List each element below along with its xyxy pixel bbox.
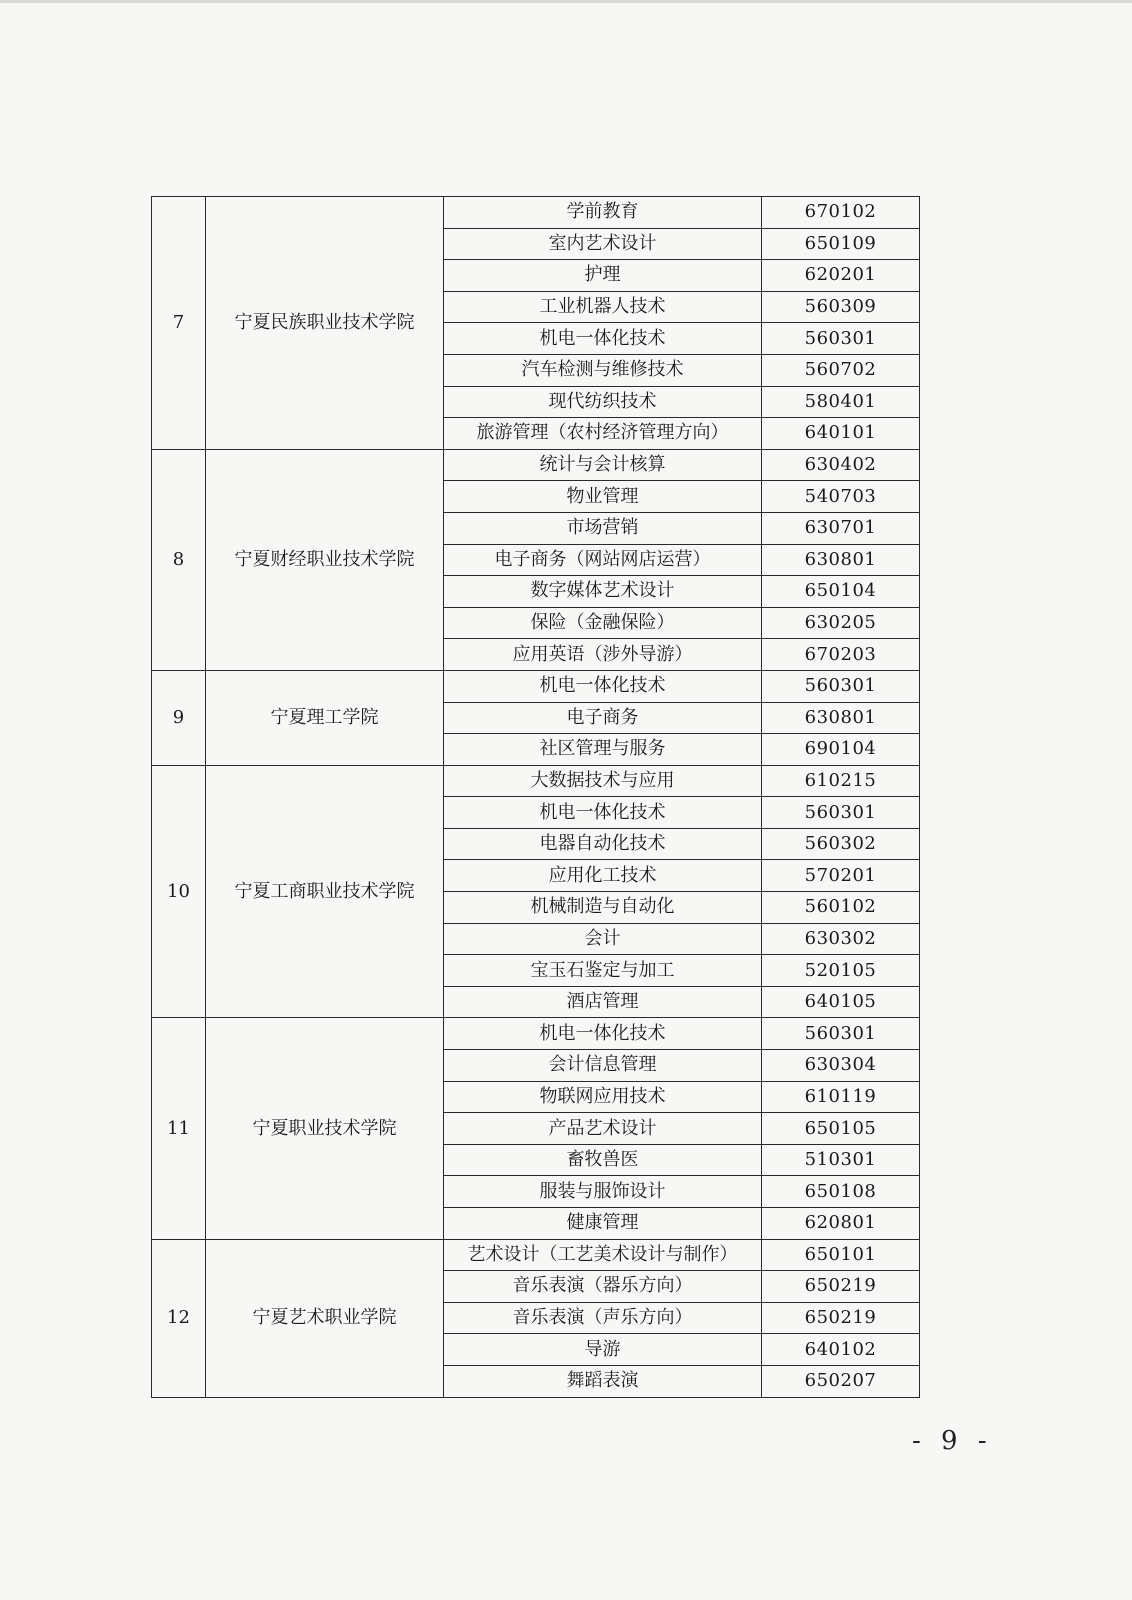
group-number: 8 [152, 449, 206, 670]
major-code: 650219 [762, 1271, 920, 1303]
major-code: 620801 [762, 1208, 920, 1240]
major-code: 640105 [762, 986, 920, 1018]
scan-top-edge [0, 0, 1132, 3]
major-name: 音乐表演（器乐方向） [444, 1271, 762, 1303]
table-row [152, 1018, 920, 1050]
major-name: 健康管理 [444, 1208, 762, 1240]
major-code: 670102 [762, 197, 920, 229]
major-code: 560309 [762, 291, 920, 323]
major-name: 服装与服饰设计 [444, 1176, 762, 1208]
major-name: 社区管理与服务 [444, 734, 762, 766]
table-row [152, 670, 920, 702]
group-number: 12 [152, 1239, 206, 1397]
major-code: 640102 [762, 1334, 920, 1366]
major-code: 640101 [762, 418, 920, 450]
major-code: 650207 [762, 1365, 920, 1397]
major-code: 560302 [762, 828, 920, 860]
major-name: 工业机器人技术 [444, 291, 762, 323]
major-name: 宝玉石鉴定与加工 [444, 955, 762, 987]
major-name: 旅游管理（农村经济管理方向） [444, 418, 762, 450]
major-name: 应用化工技术 [444, 860, 762, 892]
major-name: 音乐表演（声乐方向） [444, 1302, 762, 1334]
major-code: 630302 [762, 923, 920, 955]
major-name: 机电一体化技术 [444, 323, 762, 355]
table-row [152, 765, 920, 797]
major-code: 620201 [762, 260, 920, 292]
majors-table [151, 196, 920, 1398]
major-name: 护理 [444, 260, 762, 292]
major-code: 610215 [762, 765, 920, 797]
major-code: 520105 [762, 955, 920, 987]
school-name: 宁夏民族职业技术学院 [206, 197, 444, 450]
group-number: 9 [152, 670, 206, 765]
group-number: 10 [152, 765, 206, 1018]
major-code: 630801 [762, 544, 920, 576]
major-name: 畜牧兽医 [444, 1144, 762, 1176]
school-name: 宁夏职业技术学院 [206, 1018, 444, 1239]
major-code: 690104 [762, 734, 920, 766]
major-name: 酒店管理 [444, 986, 762, 1018]
table-row [152, 449, 920, 481]
major-name: 电子商务 [444, 702, 762, 734]
major-name: 市场营销 [444, 512, 762, 544]
group-number: 11 [152, 1018, 206, 1239]
school-name: 宁夏工商职业技术学院 [206, 765, 444, 1018]
table-row [152, 1239, 920, 1271]
major-name: 统计与会计核算 [444, 449, 762, 481]
major-name: 学前教育 [444, 197, 762, 229]
major-name: 艺术设计（工艺美术设计与制作） [444, 1239, 762, 1271]
major-code: 540703 [762, 481, 920, 513]
major-code: 560301 [762, 670, 920, 702]
major-name: 电子商务（网站网店运营） [444, 544, 762, 576]
major-code: 630304 [762, 1050, 920, 1082]
major-name: 汽车检测与维修技术 [444, 354, 762, 386]
major-name: 室内艺术设计 [444, 228, 762, 260]
major-name: 物业管理 [444, 481, 762, 513]
major-name: 机械制造与自动化 [444, 892, 762, 924]
majors-table-body [152, 197, 920, 1398]
major-code: 560702 [762, 354, 920, 386]
major-name: 大数据技术与应用 [444, 765, 762, 797]
major-name: 产品艺术设计 [444, 1113, 762, 1145]
major-code: 580401 [762, 386, 920, 418]
major-code: 650108 [762, 1176, 920, 1208]
major-code: 510301 [762, 1144, 920, 1176]
major-name: 数字媒体艺术设计 [444, 576, 762, 608]
page-number: - 9 - [912, 1426, 993, 1456]
major-name: 机电一体化技术 [444, 797, 762, 829]
major-code: 560301 [762, 1018, 920, 1050]
major-code: 630701 [762, 512, 920, 544]
major-name: 会计 [444, 923, 762, 955]
major-name: 导游 [444, 1334, 762, 1366]
major-name: 舞蹈表演 [444, 1365, 762, 1397]
table-row [152, 197, 920, 229]
school-name: 宁夏财经职业技术学院 [206, 449, 444, 670]
major-code: 560301 [762, 323, 920, 355]
major-code: 610119 [762, 1081, 920, 1113]
major-name: 会计信息管理 [444, 1050, 762, 1082]
major-code: 650105 [762, 1113, 920, 1145]
major-code: 570201 [762, 860, 920, 892]
major-name: 应用英语（涉外导游） [444, 639, 762, 671]
major-code: 650219 [762, 1302, 920, 1334]
major-code: 630205 [762, 607, 920, 639]
major-code: 650104 [762, 576, 920, 608]
major-code: 560301 [762, 797, 920, 829]
group-number: 7 [152, 197, 206, 450]
major-name: 电器自动化技术 [444, 828, 762, 860]
major-name: 机电一体化技术 [444, 1018, 762, 1050]
major-name: 保险（金融保险） [444, 607, 762, 639]
major-name: 现代纺织技术 [444, 386, 762, 418]
major-code: 650101 [762, 1239, 920, 1271]
major-name: 机电一体化技术 [444, 670, 762, 702]
major-code: 630402 [762, 449, 920, 481]
school-name: 宁夏艺术职业学院 [206, 1239, 444, 1397]
major-code: 560102 [762, 892, 920, 924]
table-container [151, 196, 919, 1398]
school-name: 宁夏理工学院 [206, 670, 444, 765]
major-code: 630801 [762, 702, 920, 734]
major-name: 物联网应用技术 [444, 1081, 762, 1113]
major-code: 650109 [762, 228, 920, 260]
major-code: 670203 [762, 639, 920, 671]
